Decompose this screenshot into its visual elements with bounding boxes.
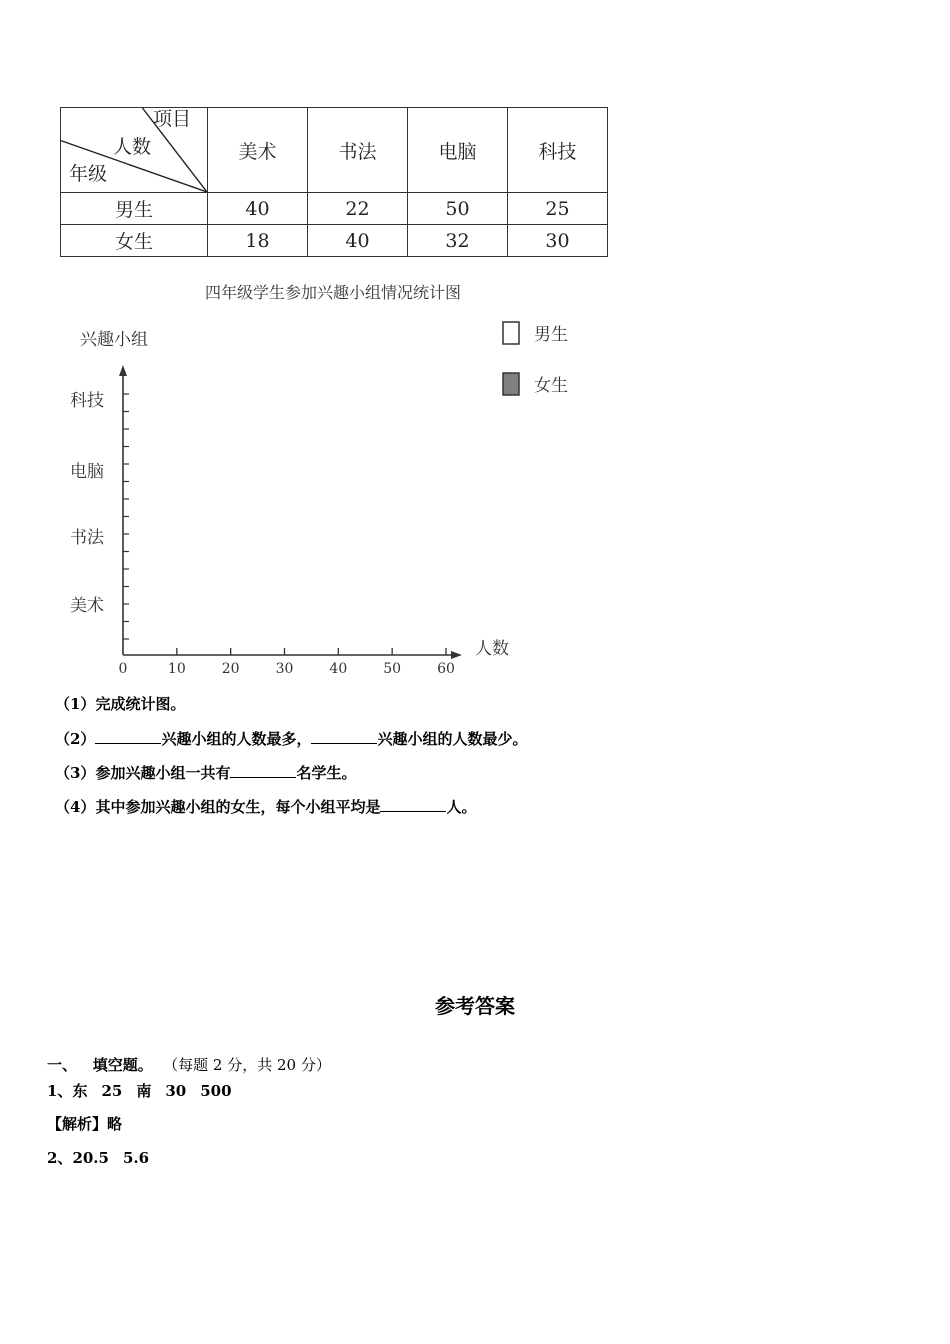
y-category-label: 美术 bbox=[70, 596, 104, 616]
answer-blank[interactable] bbox=[230, 763, 296, 778]
question-number: （1） bbox=[55, 695, 96, 713]
answers-section-heading bbox=[47, 1054, 331, 1075]
answer-2 bbox=[47, 1147, 149, 1168]
y-axis-arrow bbox=[119, 365, 127, 376]
table-cell: 40 bbox=[308, 225, 408, 257]
answer-token: 30 bbox=[165, 1082, 187, 1100]
x-tick-label: 10 bbox=[167, 661, 186, 677]
table-row bbox=[61, 225, 608, 257]
column-header: 书法 bbox=[308, 108, 408, 193]
column-header: 科技 bbox=[508, 108, 608, 193]
legend-label: 女生 bbox=[534, 376, 568, 396]
question-text: 人。 bbox=[446, 798, 477, 816]
x-tick-label: 0 bbox=[118, 661, 128, 677]
x-axis-label: 人数 bbox=[475, 639, 509, 659]
legend-swatch bbox=[503, 373, 519, 395]
data-table bbox=[60, 107, 608, 257]
answer-number: 2、 bbox=[47, 1149, 73, 1167]
table-cell: 30 bbox=[508, 225, 608, 257]
question-2 bbox=[55, 728, 527, 749]
section-name: 填空题。 bbox=[92, 1056, 153, 1074]
x-tick-label: 30 bbox=[275, 661, 294, 677]
answer-analysis: 【解析】略 bbox=[47, 1115, 123, 1133]
table-row bbox=[61, 193, 608, 225]
table-cell: 25 bbox=[508, 193, 608, 225]
question-text: 其中参加兴趣小组的女生，每个小组平均是 bbox=[95, 798, 381, 816]
column-header: 电脑 bbox=[408, 108, 508, 193]
question-text: 完成统计图。 bbox=[95, 695, 186, 713]
chart-legend bbox=[503, 322, 568, 396]
answer-blank[interactable] bbox=[95, 729, 161, 744]
row-label: 男生 bbox=[61, 193, 208, 225]
section-note: （每题 2 分，共 20 分） bbox=[163, 1056, 331, 1074]
question-number: （3） bbox=[55, 764, 96, 782]
chart-title: 四年级学生参加兴趣小组情况统计图 bbox=[204, 283, 461, 302]
table-diagonal-header bbox=[61, 108, 208, 193]
answers-title: 参考答案 bbox=[435, 994, 515, 1018]
x-tick-label: 40 bbox=[329, 661, 348, 677]
table-cell: 40 bbox=[208, 193, 308, 225]
x-axis-arrow bbox=[451, 651, 462, 659]
header-item-label: 项目 bbox=[152, 108, 191, 130]
x-tick-label: 60 bbox=[437, 661, 455, 677]
header-grade-label: 年级 bbox=[69, 163, 108, 185]
answer-blank[interactable] bbox=[380, 797, 446, 812]
answer-number: 1、 bbox=[47, 1082, 73, 1100]
answer-token: 20.5 bbox=[72, 1149, 109, 1167]
answer-blank[interactable] bbox=[311, 729, 377, 744]
question-text: 名学生。 bbox=[296, 764, 357, 782]
table-cell: 18 bbox=[208, 225, 308, 257]
bar-chart bbox=[0, 300, 620, 690]
column-header: 美术 bbox=[208, 108, 308, 193]
answer-1 bbox=[47, 1080, 232, 1101]
row-label: 女生 bbox=[61, 225, 208, 257]
answer-token: 东 bbox=[72, 1082, 88, 1100]
section-number: 一、 bbox=[47, 1056, 78, 1074]
question-text: 参加兴趣小组一共有 bbox=[95, 764, 231, 782]
question-3 bbox=[55, 762, 356, 783]
question-number: （4） bbox=[55, 798, 96, 816]
x-tick-label: 50 bbox=[383, 661, 402, 677]
legend-label: 男生 bbox=[534, 325, 568, 345]
question-text: 兴趣小组的人数最少。 bbox=[377, 730, 528, 748]
question-4 bbox=[55, 796, 476, 817]
y-category-label: 电脑 bbox=[70, 462, 104, 482]
question-text: 兴趣小组的人数最多， bbox=[161, 730, 312, 748]
legend-swatch bbox=[503, 322, 519, 344]
answer-token: 南 bbox=[136, 1082, 152, 1100]
question-1 bbox=[55, 693, 185, 714]
header-count-label: 人数 bbox=[113, 136, 152, 158]
table-cell: 50 bbox=[408, 193, 508, 225]
question-number: （2） bbox=[55, 730, 96, 748]
table-cell: 22 bbox=[308, 193, 408, 225]
x-tick-label: 20 bbox=[221, 661, 240, 677]
answer-token: 500 bbox=[200, 1082, 232, 1100]
answer-token: 5.6 bbox=[122, 1149, 150, 1167]
y-category-label: 科技 bbox=[70, 391, 104, 411]
y-axis-label: 兴趣小组 bbox=[80, 330, 148, 350]
answer-token: 25 bbox=[101, 1082, 123, 1100]
y-category-label: 书法 bbox=[70, 528, 104, 548]
table-cell: 32 bbox=[408, 225, 508, 257]
chart-axes bbox=[70, 365, 462, 677]
